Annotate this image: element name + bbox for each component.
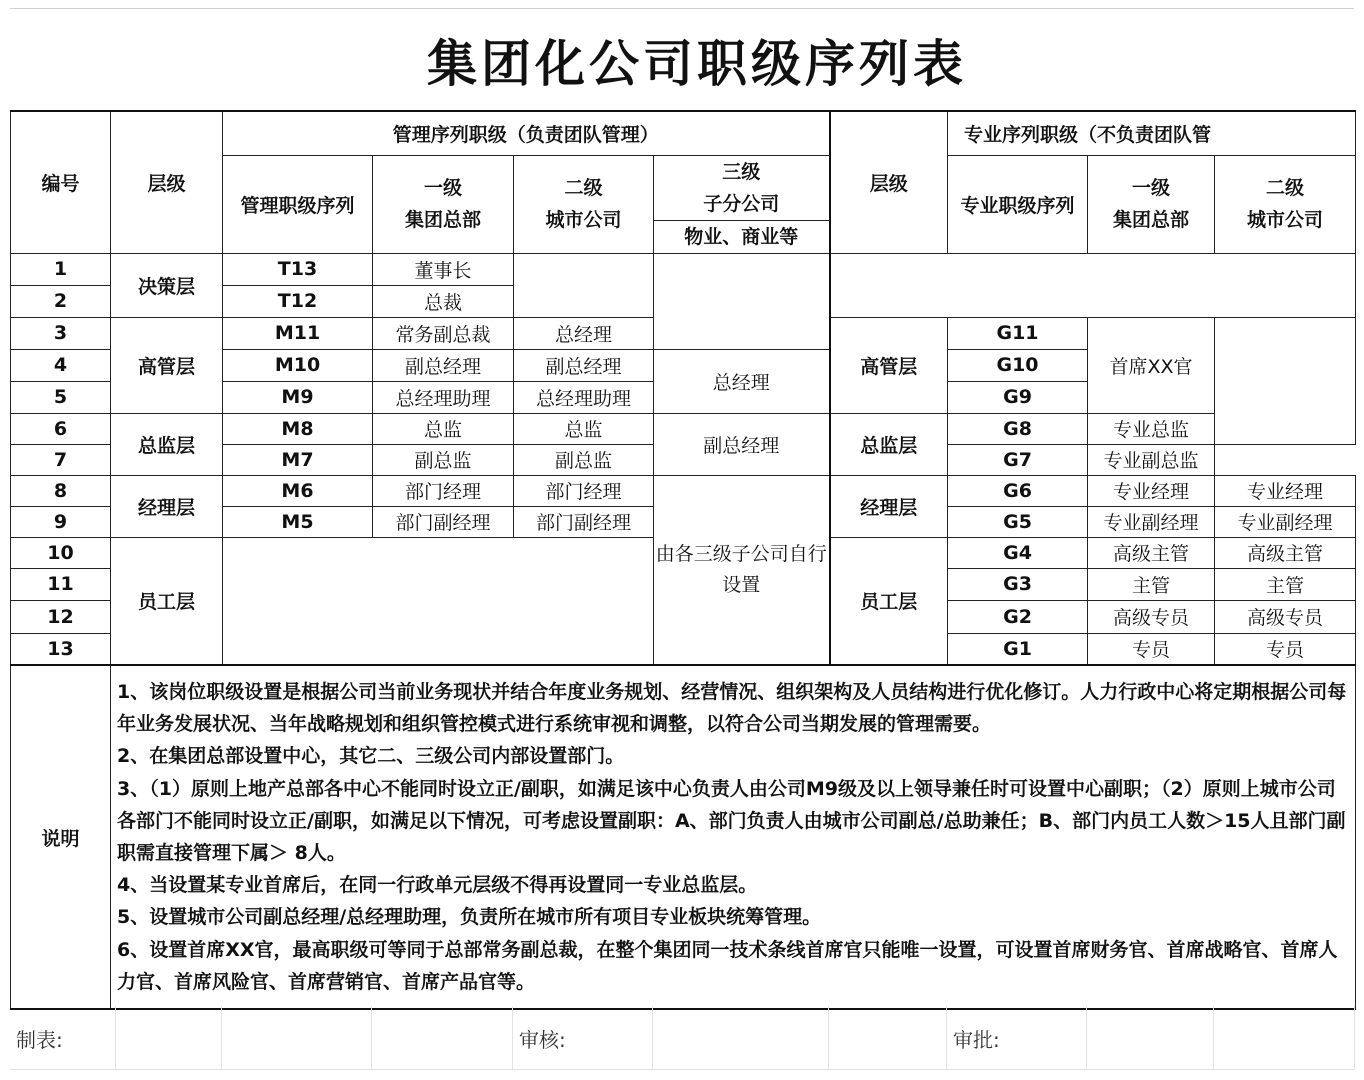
header-mgmt-l2-b: 城市公司 [545, 209, 622, 231]
mgmt-code: M5 [223, 506, 373, 537]
signoff-row [10, 1006, 1355, 1070]
mgmt-l1-title: 部门经理 [373, 475, 514, 506]
pro-l1-title: 高级专员 [1088, 600, 1215, 633]
pro-l2-title: 专业副经理 [1215, 506, 1356, 537]
sheet-cell[interactable] [829, 1006, 947, 1070]
mgmt-l2-title: 部门经理 [514, 475, 654, 506]
sheet-cell[interactable] [222, 1006, 372, 1070]
header-pro-seq: 专业职级序列 [948, 155, 1088, 253]
row-no: 8 [11, 475, 111, 506]
header-mgmt-l1-a: 一级 [423, 177, 462, 199]
note-item: 3、（1）原则上地产总部各中心不能同时设立正/副职，如满足该中心负责人由公司M9级及以上领导兼任时可设置中心副职；（2）原则上城市公司各部门不能同时设立正/副职，如满足以下情况，可考虑设置副职：A、部门负责人由城市公司副总/总助兼任；B、部门内员工人数＞15人且部门副职需直接管理下属＞ 8人。 [117, 777, 1346, 865]
made-by-label: 制表: [10, 1006, 116, 1070]
mgmt-code: M9 [223, 381, 373, 413]
pro-l1-title: 专业总监 [1088, 413, 1215, 444]
note-item: 4、当设置某专业首席后，在同一行政单元层级不得再设置同一专业总监层。 [117, 874, 758, 897]
header-pro-l1-a: 一级 [1132, 177, 1171, 199]
row-no: 9 [11, 506, 111, 537]
pro-code: G7 [948, 444, 1088, 475]
sheet-cell[interactable] [1087, 1006, 1214, 1070]
header-mgmt-level: 层级 [111, 111, 223, 253]
pro-code: G4 [948, 537, 1088, 568]
header-mgmt-l1-b: 集团总部 [404, 209, 481, 231]
sheet-cell[interactable] [110, 1006, 222, 1070]
pro-l1-title: 专业经理 [1088, 475, 1215, 506]
row-no: 11 [11, 568, 111, 600]
mgmt-code: M7 [223, 444, 373, 475]
notes-label: 说明 [11, 665, 111, 1009]
pro-l1-title: 专员 [1088, 633, 1215, 665]
pro-level-senior: 高管层 [830, 317, 948, 413]
mgmt-l2-title: 副总监 [514, 444, 654, 475]
pro-l2-title: 主管 [1215, 568, 1356, 600]
mgmt-l1-title: 副总监 [373, 444, 514, 475]
header-mgmt-group: 管理序列职级（负责团队管理） [223, 111, 830, 155]
header-pro-group: 专业序列职级（不负责团队管 [948, 111, 1356, 155]
mgmt-l1-title: 常务副总裁 [373, 317, 514, 349]
header-pro-level: 层级 [830, 111, 948, 253]
pro-code: G6 [948, 475, 1088, 506]
mgmt-l2-title: 总经理助理 [514, 381, 654, 413]
header-mgmt-seq: 管理职级序列 [223, 155, 373, 253]
pro-l2-title: 高级主管 [1215, 537, 1356, 568]
sheet-cell[interactable] [372, 1006, 513, 1070]
mgmt-code: T13 [223, 253, 373, 285]
mgmt-l1-title: 副总经理 [373, 349, 514, 381]
mgmt-l3-title: 总经理 [654, 349, 830, 413]
mgmt-l2-title: 总监 [514, 413, 654, 444]
pro-code: G9 [948, 381, 1088, 413]
mgmt-l2-title: 总经理 [514, 317, 654, 349]
mgmt-level-director: 总监层 [111, 413, 223, 475]
pro-code: G8 [948, 413, 1088, 444]
mgmt-l2-title: 副总经理 [514, 349, 654, 381]
header-pro-l2-b: 城市公司 [1247, 209, 1324, 231]
mgmt-staff-empty [223, 537, 654, 665]
row-no: 6 [11, 413, 111, 444]
pro-l2-empty [1215, 317, 1356, 444]
pro-level-manager: 经理层 [830, 475, 948, 537]
review-label: 审核: [513, 1006, 653, 1070]
pro-l1-title: 首席XX官 [1088, 317, 1215, 413]
header-mgmt-l1 [373, 155, 514, 253]
pro-code: G3 [948, 568, 1088, 600]
mgmt-l3-empty [654, 253, 830, 349]
header-mgmt-l3 [654, 155, 830, 220]
row-no: 5 [11, 381, 111, 413]
mgmt-l1-title: 总监 [373, 413, 514, 444]
row-no: 1 [11, 253, 111, 285]
mgmt-l1-title: 总裁 [373, 285, 514, 317]
row-no: 12 [11, 600, 111, 633]
mgmt-code: M11 [223, 317, 373, 349]
mgmt-level-senior: 高管层 [111, 317, 223, 413]
header-pro-l1-b: 集团总部 [1113, 209, 1190, 231]
pro-code: G2 [948, 600, 1088, 633]
note-item: 6、设置首席XX官，最高职级可等同于总部常务副总裁，在整个集团同一技术条线首席官只能唯一设置，可设置首席财务官、首席战略官、首席人力官、首席风险官、首席营销官、首席产品官等。 [117, 938, 1338, 993]
row-no: 3 [11, 317, 111, 349]
header-mgmt-l3-a: 三级 [722, 160, 761, 183]
pro-code: G10 [948, 349, 1088, 381]
pro-level-staff: 员工层 [830, 537, 948, 665]
mgmt-l1-title: 董事长 [373, 253, 514, 285]
mgmt-code: T12 [223, 285, 373, 317]
mgmt-l3-self-set: 由各三级子公司自行设置 [654, 475, 830, 665]
mgmt-l2-empty [514, 253, 654, 317]
header-pro-l2-a: 二级 [1266, 177, 1305, 199]
pro-l2-title: 专员 [1215, 633, 1356, 665]
page-title: 集团化公司职级序列表 [427, 35, 967, 93]
header-mgmt-l3-b: 子分公司 [703, 192, 780, 215]
pro-empty-block [830, 253, 1356, 317]
rank-table [10, 110, 1356, 1010]
mgmt-l1-title: 部门副经理 [373, 506, 514, 537]
footer-divider [10, 1069, 1355, 1070]
pro-level-director: 总监层 [830, 413, 948, 475]
pro-code: G5 [948, 506, 1088, 537]
mgmt-level-decision: 决策层 [111, 253, 223, 317]
row-no: 13 [11, 633, 111, 665]
pro-l1-title: 高级主管 [1088, 537, 1215, 568]
header-mgmt-l2-a: 二级 [564, 177, 603, 199]
mgmt-code: M6 [223, 475, 373, 506]
header-pro-l2 [1215, 155, 1356, 253]
note-item: 1、该岗位职级设置是根据公司当前业务现状并结合年度业务规划、经营情况、组织架构及人员结构进行优化修订。人力行政中心将定期根据公司每年业务发展状况、当年战略规划和组织管控模式进行系统审视和调整，以符合公司当期发展的管理需要。 [117, 681, 1347, 736]
mgmt-l1-title: 总经理助理 [373, 381, 514, 413]
header-mgmt-l2 [514, 155, 654, 253]
pro-l1-title: 专业副经理 [1088, 506, 1215, 537]
pro-l2-title: 高级专员 [1215, 600, 1356, 633]
pro-l2-title: 专业经理 [1215, 475, 1356, 506]
mgmt-code: M10 [223, 349, 373, 381]
notes-body [111, 665, 1356, 1009]
approve-label: 审批: [947, 1006, 1087, 1070]
header-pro-l1 [1088, 155, 1215, 253]
row-no: 7 [11, 444, 111, 475]
pro-l1-title: 专业副总监 [1088, 444, 1215, 475]
mgmt-level-staff: 员工层 [111, 537, 223, 665]
row-no: 2 [11, 285, 111, 317]
pro-code: G1 [948, 633, 1088, 665]
sheet-cell[interactable] [1214, 1006, 1355, 1070]
row-no: 4 [11, 349, 111, 381]
header-mgmt-l3-c: 物业、商业等 [654, 220, 830, 253]
table-title [10, 8, 1354, 111]
mgmt-l3-title: 副总经理 [654, 413, 830, 475]
header-no: 编号 [11, 111, 111, 253]
mgmt-level-manager: 经理层 [111, 475, 223, 537]
mgmt-l2-title: 部门副经理 [514, 506, 654, 537]
row-no: 10 [11, 537, 111, 568]
mgmt-code: M8 [223, 413, 373, 444]
note-item: 5、设置城市公司副总经理/总经理助理，负责所在城市所有项目专业板块统筹管理。 [117, 906, 822, 929]
sheet-cell[interactable] [653, 1006, 829, 1070]
note-item: 2、在集团总部设置中心，其它二、三级公司内部设置部门。 [117, 745, 625, 768]
pro-code: G11 [948, 317, 1088, 349]
pro-l1-title: 主管 [1088, 568, 1215, 600]
